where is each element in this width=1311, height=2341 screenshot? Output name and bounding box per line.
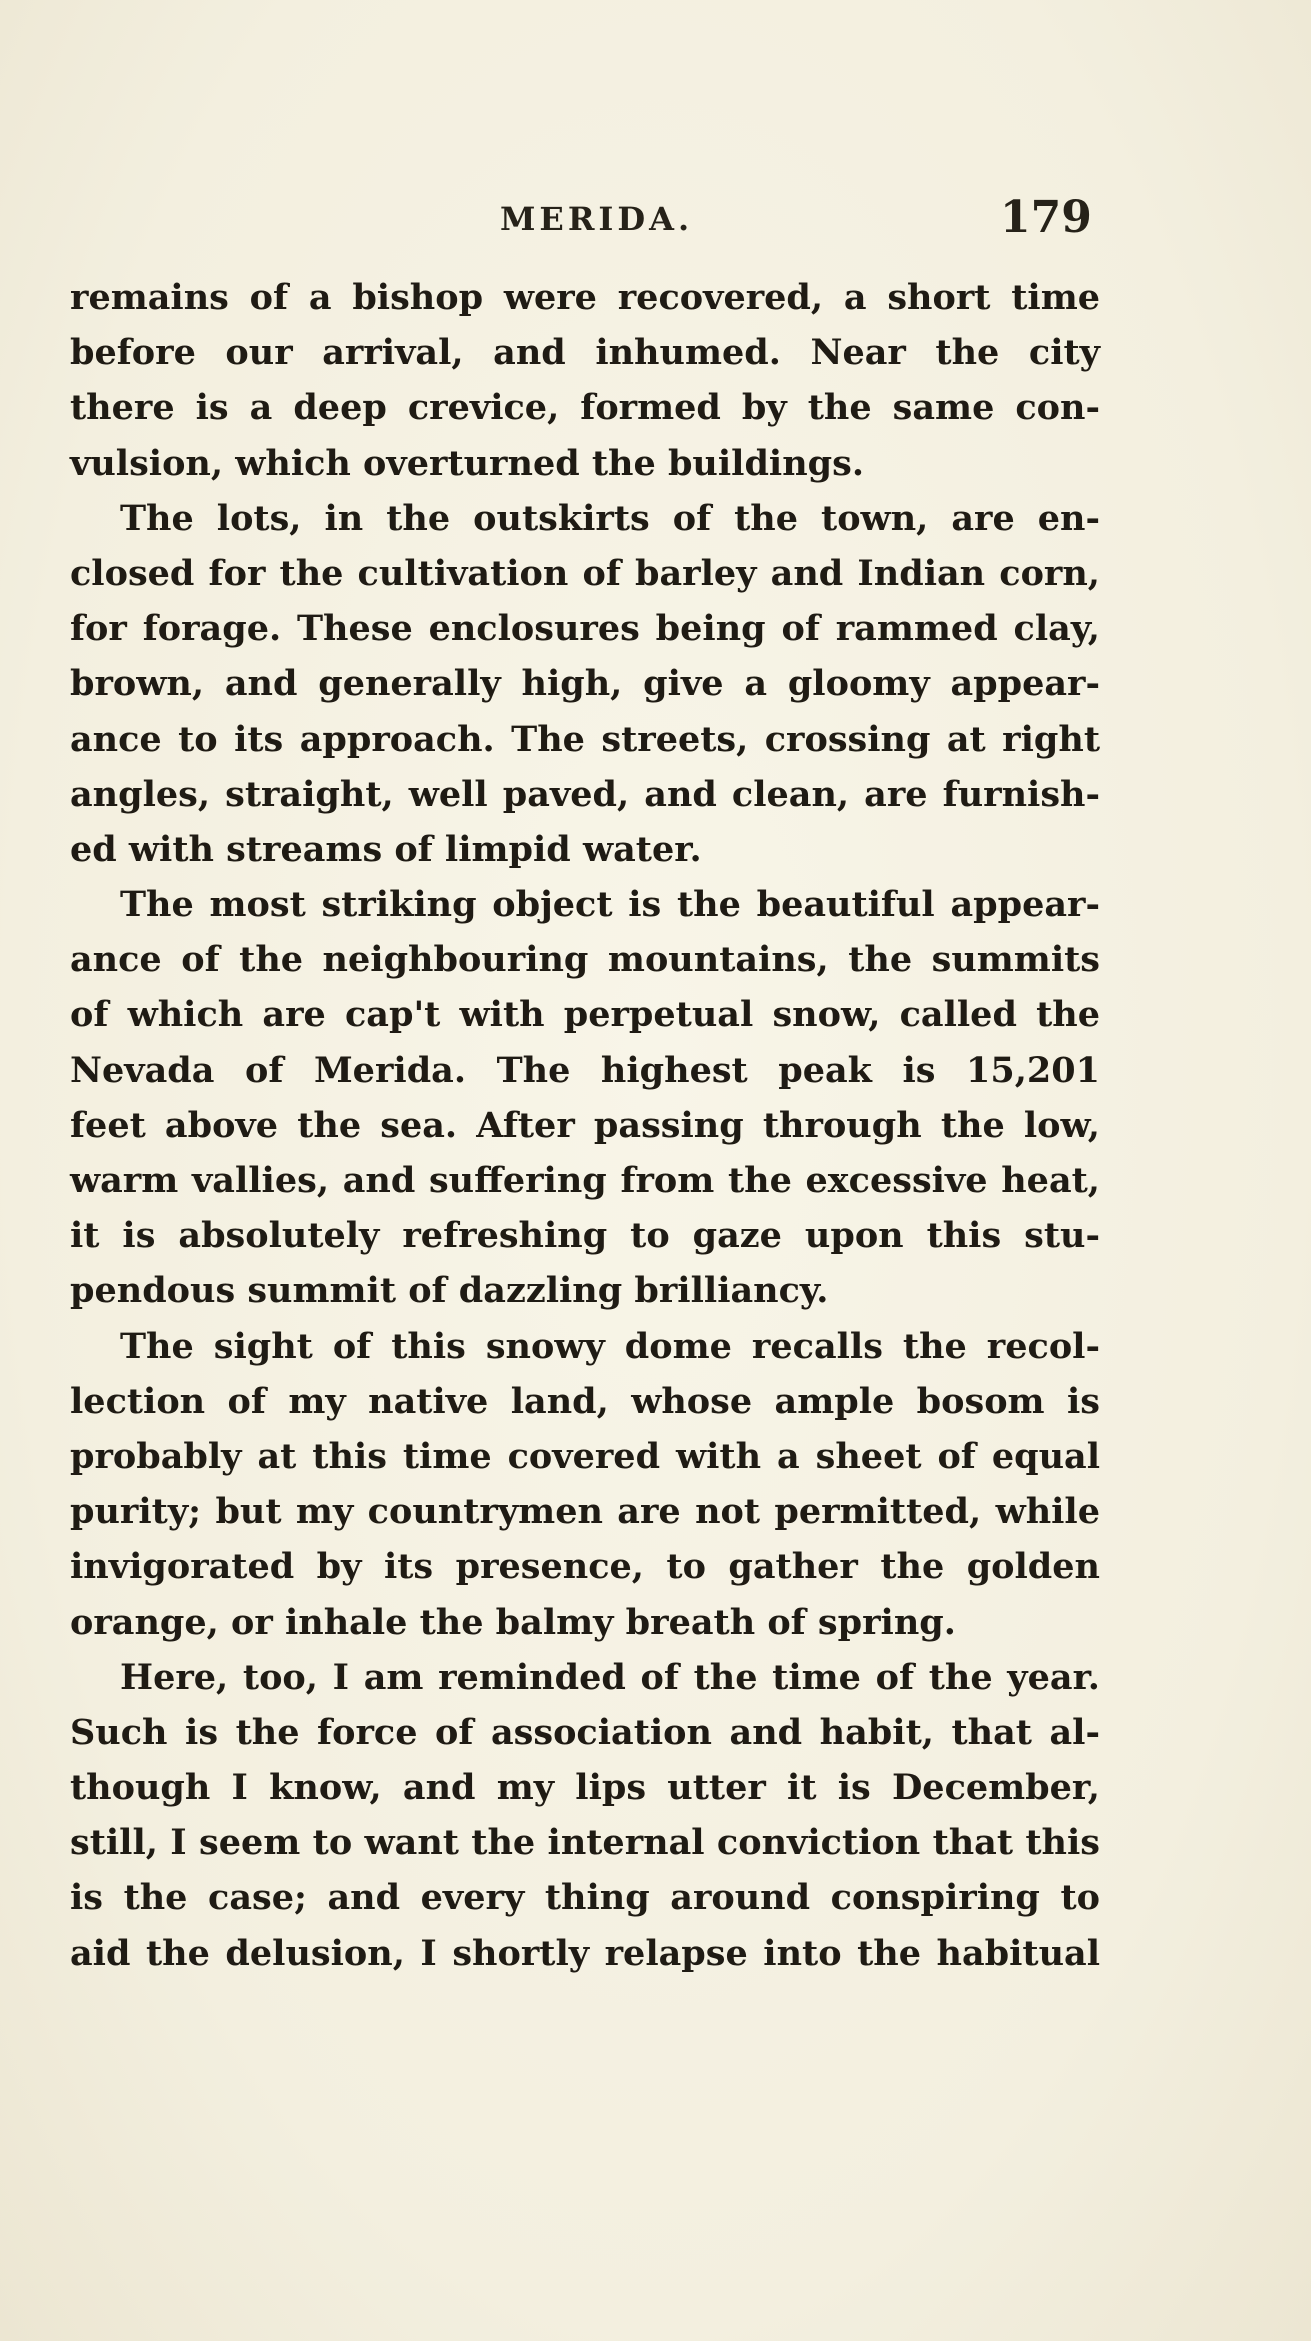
text-line: ance to its approach. The streets, crossing at right (70, 718, 1100, 760)
text-line: probably at this time covered with a sheet of equal (70, 1435, 1100, 1477)
paragraph (70, 1319, 1100, 1650)
text-line: brown, and generally high, give a gloomy appear- (70, 663, 1100, 705)
text-line: vulsion, which overturned the buildings. (70, 442, 865, 484)
text-line: warm vallies, and suffering from the excessive heat, (70, 1160, 1100, 1201)
text-line: before our arrival, and inhumed. Near the city (70, 332, 1100, 374)
text-line: closed for the cultivation of barley and Indian corn, (70, 552, 1100, 594)
text-line: ed with streams of limpid water. (70, 828, 702, 870)
text-line: pendous summit of dazzling brilliancy. (70, 1270, 829, 1312)
paragraph (70, 270, 1100, 491)
text-line: it is absolutely refreshing to gaze upon this stu- (70, 1215, 1100, 1257)
paragraph (70, 877, 1100, 1319)
text-line: is the case; and every thing around conspiring to (70, 1877, 1100, 1919)
page-header (0, 190, 1311, 250)
text-line: lection of my native land, whose ample bosom is (70, 1380, 1100, 1422)
text-line: feet above the sea. After passing through the low, (70, 1104, 1100, 1146)
text-line: invigorated by its presence, to gather the golden (70, 1546, 1100, 1588)
text-line: for forage. These enclosures being of rammed clay, (70, 608, 1100, 650)
text-line: purity; but my countrymen are not permitted, while (70, 1491, 1100, 1533)
text-line: Nevada of Merida. The highest peak is 15,201 (70, 1049, 1100, 1091)
text-line: remains of a bishop were recovered, a short time (70, 277, 1100, 318)
text-line: The lots, in the outskirts of the town, are en- (120, 497, 1100, 539)
text-line: Such is the force of association and habit, that al- (70, 1711, 1100, 1753)
text-line: The sight of this snowy dome recalls the recol- (120, 1325, 1100, 1367)
page-number: 179 (1000, 192, 1092, 243)
text-line: aid the delusion, I shortly relapse into the habitual (70, 1932, 1100, 1974)
text-line: The most striking object is the beautiful appear- (120, 884, 1100, 926)
text-line: though I know, and my lips utter it is December, (70, 1767, 1100, 1809)
body-text (70, 270, 1100, 1981)
text-line: there is a deep crevice, formed by the same con- (70, 387, 1100, 429)
paragraph (70, 491, 1100, 877)
text-line: Here, too, I am reminded of the time of the year. (120, 1656, 1100, 1698)
paragraph (70, 1650, 1100, 1981)
text-line: still, I seem to want the internal conviction that this (70, 1822, 1100, 1864)
running-head: MERIDA. (500, 200, 694, 238)
text-line: angles, straight, well paved, and clean, are furnish- (70, 773, 1100, 815)
text-line: ance of the neighbouring mountains, the summits (70, 939, 1100, 981)
text-line: orange, or inhale the balmy breath of spring. (70, 1601, 956, 1643)
text-line: of which are cap't with perpetual snow, called the (70, 994, 1100, 1036)
